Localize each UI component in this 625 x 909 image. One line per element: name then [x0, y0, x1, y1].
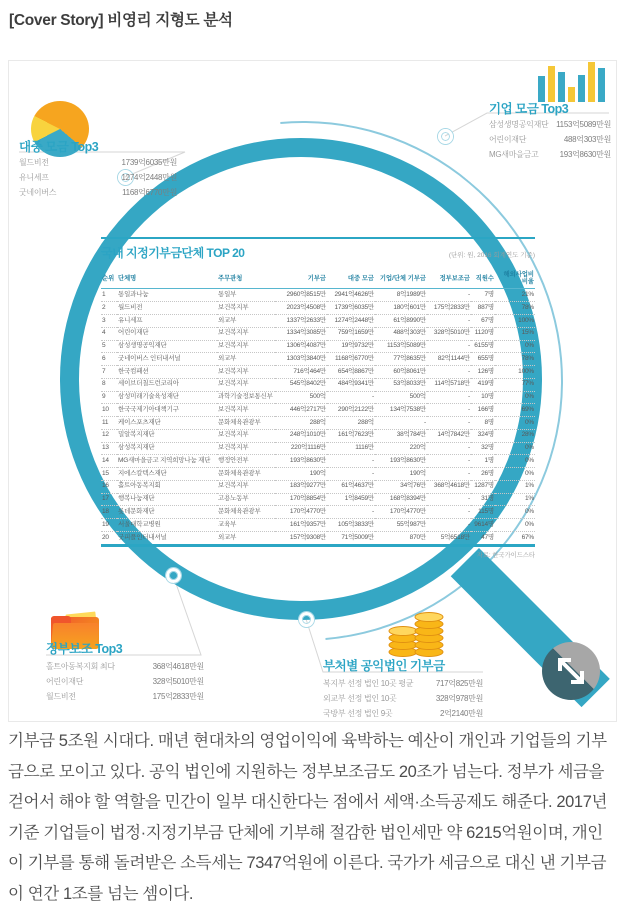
table-title: 국내 지정기부금단체 TOP 20: [101, 246, 245, 260]
cell-overseas: 0%: [495, 468, 535, 481]
cell-corporate: 488억303만: [375, 327, 427, 340]
cell-public: 290억2122만: [327, 404, 375, 417]
cell-corporate: 61억8990만: [375, 315, 427, 328]
cell-org: MG새마을금고 지역희망나눔 재단: [117, 455, 217, 468]
callout-item: [489, 134, 611, 145]
table-row: [101, 289, 535, 302]
cell-rank: 13: [101, 442, 117, 455]
cell-corporate: 134억7538만: [375, 404, 427, 417]
cell-staff: 31명: [471, 493, 495, 506]
item-value: 328억978만원: [435, 694, 483, 703]
cell-corporate: 500억: [375, 391, 427, 404]
cell-overseas: 0%: [495, 455, 535, 468]
item-value: 1168억6770만원: [122, 188, 177, 197]
cell-rank: 5: [101, 340, 117, 353]
ring-dot: [166, 568, 181, 583]
cell-public: -: [327, 468, 375, 481]
col-subsidy: 정부보조금: [427, 269, 471, 289]
cell-org: 세이브더칠드런코리아: [117, 378, 217, 391]
item-name: 굿네이버스: [19, 188, 57, 197]
cell-staff: 47명: [471, 532, 495, 545]
cell-public: 1116만: [327, 442, 375, 455]
item-name: 복지부 선정 법인 10곳 평균: [323, 679, 414, 688]
cell-ministry: 보건복지부: [217, 366, 275, 379]
cell-rank: 10: [101, 404, 117, 417]
cell-corporate: 8억1989만: [375, 289, 427, 302]
cell-subsidy: -: [427, 340, 471, 353]
cell-subsidy: -: [427, 468, 471, 481]
page-title: [Cover Story] 비영리 지형도 분석: [9, 12, 233, 29]
callout-subsidy-title: 정부보조 Top3: [46, 642, 123, 656]
cell-donation: 716억464만: [275, 366, 327, 379]
item-value: 488억303만원: [563, 135, 611, 144]
item-value: 368억4618만원: [152, 662, 204, 671]
cell-staff: 324명: [471, 429, 495, 442]
cell-subsidy: -: [427, 493, 471, 506]
cell-corporate: 1153억5089만: [375, 340, 427, 353]
callout-public-title: 대중 모금 Top3: [19, 140, 99, 154]
item-name: 어린이재단: [489, 135, 527, 144]
cell-ministry: 외교부: [217, 353, 275, 366]
cell-subsidy: 368억4618만: [427, 480, 471, 493]
cell-rank: 4: [101, 327, 117, 340]
cell-staff: 655명: [471, 353, 495, 366]
cell-donation: 248억1010만: [275, 429, 327, 442]
item-name: MG새마을금고: [489, 150, 539, 159]
table-row: [101, 391, 535, 404]
cell-subsidy: -: [427, 315, 471, 328]
cell-org: 한국컴패션: [117, 366, 217, 379]
cell-ministry: 보건복지부: [217, 429, 275, 442]
cell-public: 105억3833만: [327, 519, 375, 532]
cell-ministry: 외교부: [217, 315, 275, 328]
item-name: 어린이재단: [46, 677, 84, 686]
cell-overseas: 0%: [495, 417, 535, 430]
item-value: 717억825만원: [435, 679, 483, 688]
cell-donation: 183억9277만: [275, 480, 327, 493]
cell-overseas: 67%: [495, 532, 535, 545]
cell-rank: 17: [101, 493, 117, 506]
table-row: [101, 353, 535, 366]
cell-rank: 11: [101, 417, 117, 430]
ring-dot: [299, 612, 314, 627]
cell-rank: 12: [101, 429, 117, 442]
cell-ministry: 문화체육관광부: [217, 417, 275, 430]
cell-donation: 2960억8515만: [275, 289, 327, 302]
table-row: [101, 519, 535, 532]
cell-public: 61억4637만: [327, 480, 375, 493]
callout-subsidy-list: [46, 661, 204, 706]
cell-rank: 15: [101, 468, 117, 481]
cell-corporate: 60억8061만: [375, 366, 427, 379]
cell-overseas: 1%: [495, 480, 535, 493]
cell-subsidy: -: [427, 506, 471, 519]
item-value: 1739억6035만원: [121, 158, 177, 167]
cell-public: 288억: [327, 417, 375, 430]
cell-overseas: 100%: [495, 315, 535, 328]
cell-overseas: 0%: [495, 340, 535, 353]
cell-staff: 7명: [471, 289, 495, 302]
cell-staff: 1120명: [471, 327, 495, 340]
cell-corporate: 55억987만: [375, 519, 427, 532]
cell-ministry: 보건복지부: [217, 378, 275, 391]
cell-staff: 1287명: [471, 480, 495, 493]
table-row: [101, 417, 535, 430]
cell-org: 월드비전: [117, 302, 217, 315]
cell-rank: 18: [101, 506, 117, 519]
item-name: 홀트아동복지회 최다: [46, 662, 115, 671]
cell-ministry: 보건복지부: [217, 442, 275, 455]
cell-donation: 170억4770만: [275, 506, 327, 519]
cell-public: 1억8459만: [327, 493, 375, 506]
table-source-note: 자료: 한국가이드스타: [476, 551, 535, 559]
item-value: 1274억2448만원: [121, 173, 177, 182]
cell-corporate: 870만: [375, 532, 427, 545]
cell-org: 삼성복지재단: [117, 442, 217, 455]
cell-subsidy: 82억1144만: [427, 353, 471, 366]
cell-donation: 161억9357만: [275, 519, 327, 532]
cell-public: 1168억6770만: [327, 353, 375, 366]
cell-corporate: 168억8394만: [375, 493, 427, 506]
ring-dot: [438, 129, 453, 144]
col-staff: 직원수: [471, 269, 495, 289]
table-row: [101, 404, 535, 417]
cell-rank: 9: [101, 391, 117, 404]
cell-overseas: 0%: [495, 519, 535, 532]
coins-icon: [386, 608, 446, 660]
cell-corporate: -: [375, 417, 427, 430]
cell-public: 19억9732만: [327, 340, 375, 353]
cell-public: 161억7623만: [327, 429, 375, 442]
cell-donation: 1337억2633만: [275, 315, 327, 328]
cell-corporate: 193억8630만: [375, 455, 427, 468]
callout-item: [19, 187, 177, 198]
table-row: [101, 468, 535, 481]
cell-org: 밀알복지재단: [117, 429, 217, 442]
cell-ministry: 문화체육관광부: [217, 506, 275, 519]
table-row: [101, 315, 535, 328]
cell-donation: 1334억3085만: [275, 327, 327, 340]
cell-corporate: 77억8635만: [375, 353, 427, 366]
cell-subsidy: 5억6518만: [427, 532, 471, 545]
table-body: [101, 289, 535, 544]
item-value: 193억8630만원: [559, 150, 611, 159]
cell-org: 굿네이버스 인터내셔널: [117, 353, 217, 366]
cell-overseas: 15%: [495, 327, 535, 340]
cell-rank: 20: [101, 532, 117, 545]
cell-org: 어린이재단: [117, 327, 217, 340]
cell-ministry: 외교부: [217, 532, 275, 545]
cell-public: 2941억4626만: [327, 289, 375, 302]
item-name: 국방부 선정 법인 9곳: [323, 709, 393, 718]
cell-overseas: 100%: [495, 366, 535, 379]
item-name: 삼성생명공익재단: [489, 120, 549, 129]
item-name: 외교부 선정 법인 10곳: [323, 694, 397, 703]
callout-item: [46, 676, 204, 687]
cell-rank: 6: [101, 353, 117, 366]
cell-subsidy: -: [427, 442, 471, 455]
callout-item: [19, 157, 177, 168]
cell-public: -: [327, 391, 375, 404]
cell-corporate: 180억601만: [375, 302, 427, 315]
col-corporate: 기업/단체 기부금: [375, 269, 427, 289]
cell-overseas: 78%: [495, 302, 535, 315]
cell-ministry: 보건복지부: [217, 480, 275, 493]
table-row: [101, 480, 535, 493]
table-row: [101, 340, 535, 353]
callout-item: [323, 678, 483, 689]
table-row: [101, 302, 535, 315]
cell-overseas: 21%: [495, 289, 535, 302]
cell-corporate: 190억: [375, 468, 427, 481]
table-row: [101, 429, 535, 442]
cell-ministry: 문화체육관광부: [217, 468, 275, 481]
cell-ministry: 교육부: [217, 519, 275, 532]
cell-donation: 193억8630만: [275, 455, 327, 468]
callout-ministry-title: 부처별 공익법인 기부금: [323, 659, 445, 673]
cell-subsidy: -: [427, 455, 471, 468]
cell-rank: 19: [101, 519, 117, 532]
table-unit-note: (단위: 원, 2016 회계연도 기준): [448, 252, 535, 259]
cell-public: 759억1659만: [327, 327, 375, 340]
cell-ministry: 고용노동부: [217, 493, 275, 506]
cell-org: 홀트아동복지회: [117, 480, 217, 493]
col-public: 대중 모금: [327, 269, 375, 289]
cell-overseas: 78%: [495, 353, 535, 366]
cell-org: 통일과나눔: [117, 289, 217, 302]
cell-org: 서울대학교병원: [117, 519, 217, 532]
cell-donation: 170억8854만: [275, 493, 327, 506]
item-name: 월드비전: [19, 158, 49, 167]
cell-overseas: 69%: [495, 404, 535, 417]
cell-staff: 6155명: [471, 340, 495, 353]
cell-rank: 8: [101, 378, 117, 391]
cell-donation: 1306억4087만: [275, 340, 327, 353]
cell-overseas: 0%: [495, 391, 535, 404]
cell-rank: 16: [101, 480, 117, 493]
cell-overseas: 0%: [495, 506, 535, 519]
cell-overseas: 28%: [495, 429, 535, 442]
cell-staff: 126명: [471, 366, 495, 379]
cell-subsidy: 175억2833만: [427, 302, 471, 315]
cell-overseas: 77%: [495, 378, 535, 391]
bar-chart-icon: [538, 62, 608, 102]
infographic-panel: [8, 60, 617, 722]
cell-staff: 9614명: [471, 519, 495, 532]
cell-org: 케이스포츠재단: [117, 417, 217, 430]
cell-org: 유니세프: [117, 315, 217, 328]
cell-org: 삼성생명공익재단: [117, 340, 217, 353]
cell-subsidy: -: [427, 417, 471, 430]
cell-org: 지에스칼텍스재단: [117, 468, 217, 481]
cell-donation: 157억9308만: [275, 532, 327, 545]
cell-subsidy: -: [427, 366, 471, 379]
donation-table-block: [101, 237, 535, 559]
cell-corporate: 53억8033만: [375, 378, 427, 391]
cell-staff: 887명: [471, 302, 495, 315]
cell-org: 롯데문화재단: [117, 506, 217, 519]
cell-donation: 288억: [275, 417, 327, 430]
cell-public: 1739억6035만: [327, 302, 375, 315]
callout-item: [489, 149, 611, 160]
table-row: [101, 532, 535, 545]
cell-org: 삼성미래기술육성재단: [117, 391, 217, 404]
cell-staff: 67명: [471, 315, 495, 328]
callout-corporate-title: 기업 모금 Top3: [489, 102, 569, 116]
cell-donation: 190억: [275, 468, 327, 481]
col-overseas: 해외사업비 비율: [495, 269, 535, 289]
cell-rank: 2: [101, 302, 117, 315]
cell-subsidy: -: [427, 289, 471, 302]
cell-public: 1274억2448만: [327, 315, 375, 328]
cell-staff: 8명: [471, 417, 495, 430]
cell-donation: 2023억4508만: [275, 302, 327, 315]
cell-staff: 115명: [471, 506, 495, 519]
cell-donation: 1303억3840만: [275, 353, 327, 366]
table-row: [101, 442, 535, 455]
cell-ministry: 보건복지부: [217, 340, 275, 353]
resize-arrows-icon: [542, 642, 600, 700]
cell-corporate: 220억: [375, 442, 427, 455]
table-bottom-rule: [101, 544, 535, 547]
col-rank: 순위: [101, 269, 117, 289]
table-header-row: [101, 269, 535, 289]
cell-rank: 3: [101, 315, 117, 328]
item-value: 328억5010만원: [152, 677, 204, 686]
cell-rank: 7: [101, 366, 117, 379]
cell-overseas: 0%: [495, 442, 535, 455]
cell-overseas: 1%: [495, 493, 535, 506]
col-org: 단체명: [117, 269, 217, 289]
cell-rank: 1: [101, 289, 117, 302]
callout-ministry-list: [323, 678, 483, 722]
table-row: [101, 493, 535, 506]
cell-donation: 220억1116만: [275, 442, 327, 455]
table-row: [101, 378, 535, 391]
cell-donation: 500억: [275, 391, 327, 404]
cell-subsidy: -: [427, 519, 471, 532]
callout-item: [46, 691, 204, 702]
resize-button[interactable]: [542, 642, 600, 700]
cell-rank: 14: [101, 455, 117, 468]
cell-ministry: 행정안전부: [217, 455, 275, 468]
cell-public: -: [327, 455, 375, 468]
item-name: 유니세프: [19, 173, 49, 182]
cell-ministry: 보건복지부: [217, 327, 275, 340]
item-value: 1153억5089만원: [556, 120, 611, 129]
cell-staff: 26명: [471, 468, 495, 481]
cell-ministry: 통일부: [217, 289, 275, 302]
callout-item: [323, 693, 483, 704]
table-row: [101, 506, 535, 519]
cell-staff: 166명: [471, 404, 495, 417]
cell-org: 굿피플인터내셔널: [117, 532, 217, 545]
col-ministry: 주무관청: [217, 269, 275, 289]
cell-staff: 419명: [471, 378, 495, 391]
cell-org: 한국국제기아대책기구: [117, 404, 217, 417]
cell-staff: 32명: [471, 442, 495, 455]
table-row: [101, 455, 535, 468]
cell-public: 654억8867만: [327, 366, 375, 379]
callout-item: [19, 172, 177, 183]
cell-ministry: 보건복지부: [217, 404, 275, 417]
cell-subsidy: -: [427, 404, 471, 417]
cell-staff: 10명: [471, 391, 495, 404]
callout-public-list: [19, 157, 177, 202]
item-value: 175억2833만원: [152, 692, 204, 701]
cell-subsidy: -: [427, 391, 471, 404]
cell-subsidy: 328억5010만: [427, 327, 471, 340]
callout-item: [323, 708, 483, 719]
cell-subsidy: 14억7842만: [427, 429, 471, 442]
item-value: 2억2140만원: [439, 709, 483, 718]
cell-corporate: 170억4770만: [375, 506, 427, 519]
cell-staff: 1명: [471, 455, 495, 468]
callout-corporate-list: [489, 119, 611, 164]
col-donation: 기부금: [275, 269, 327, 289]
cell-ministry: 보건복지부: [217, 302, 275, 315]
cell-donation: 545억8402만: [275, 378, 327, 391]
article-paragraph: 기부금 5조원 시대다. 매년 현대차의 영업이익에 육박하는 예산이 개인과 기업들의 기부금으로 모이고 있다. 공익 법인에 지원하는 정부보조금도 20조가 넘는다. 정부가 세금을 걷어서 해야 할 역할을 민간이 일부 대신한다는 점에서 세액·소득공제도 해준다. 2017년 기준 기업들이 법정·지정기부금 단체에 기부해 절감한 법인세만 약 6215억원이며, 개인이 기부를 통해 돌려받은 소득세는 7347억원에 이른다. 국가가 세금으로 대신 낸 기부금이 연간 1조를 넘는 셈이다.: [8, 732, 608, 903]
cell-subsidy: 114억5718만: [427, 378, 471, 391]
cell-ministry: 과학기술정보통신부: [217, 391, 275, 404]
cell-corporate: 38억784만: [375, 429, 427, 442]
cell-corporate: 34억76만: [375, 480, 427, 493]
cell-public: 71억5009만: [327, 532, 375, 545]
cell-org: 행복나눔재단: [117, 493, 217, 506]
item-name: 월드비전: [46, 692, 76, 701]
table-row: [101, 327, 535, 340]
callout-item: [489, 119, 611, 130]
callout-item: [46, 661, 204, 672]
cell-public: 484억9341만: [327, 378, 375, 391]
cell-donation: 446억2717만: [275, 404, 327, 417]
donation-table: [101, 269, 535, 545]
cell-public: -: [327, 506, 375, 519]
table-row: [101, 366, 535, 379]
